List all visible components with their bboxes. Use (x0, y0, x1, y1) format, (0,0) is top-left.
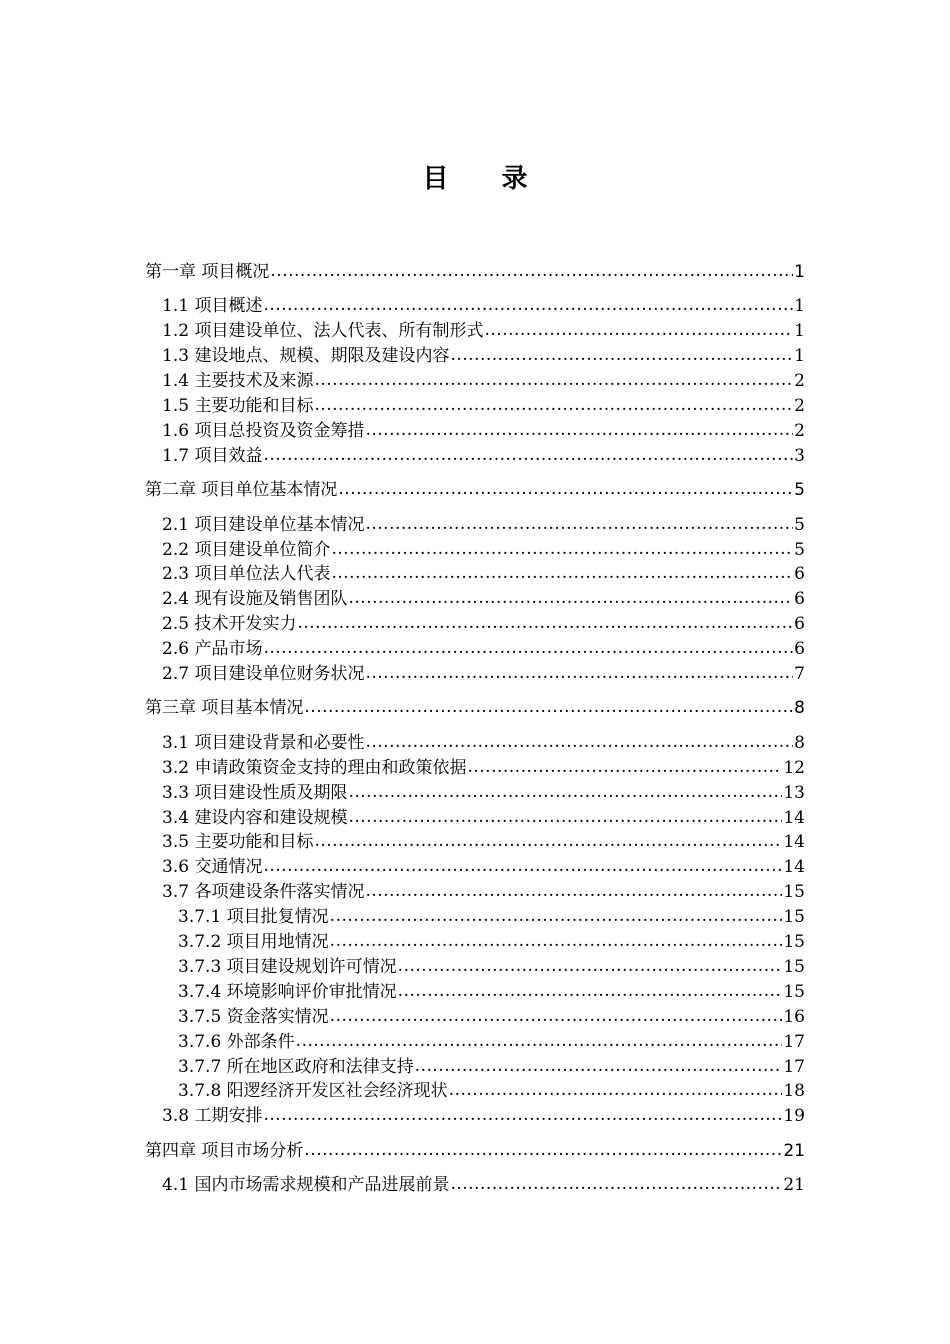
toc-leader-dots (484, 318, 793, 342)
toc-entry-label: 2.5 技术开发实力 (162, 614, 297, 635)
toc-section-entry[interactable] (162, 294, 805, 318)
toc-chapter-entry[interactable] (145, 1139, 805, 1163)
toc-section-entry[interactable] (178, 930, 805, 954)
toc-page-number: 2 (794, 396, 805, 416)
toc-page-number: 5 (794, 514, 805, 535)
toc-leader-dots (365, 879, 782, 903)
toc-leader-dots (365, 661, 793, 685)
toc-entry-label: 第一章 项目概况 (145, 262, 270, 282)
toc-page-number: 3 (794, 445, 805, 466)
toc-section-entry[interactable] (162, 394, 805, 418)
toc-section-entry[interactable] (178, 1079, 805, 1103)
toc-entry-label: 1.6 项目总投资及资金筹措 (162, 420, 365, 441)
toc-entry-label: 第四章 项目市场分析 (145, 1140, 304, 1161)
toc-section-entry[interactable] (162, 444, 805, 468)
toc-page-number: 15 (783, 956, 805, 977)
toc-page-number: 14 (783, 807, 805, 828)
toc-page-number: 1 (794, 296, 805, 317)
toc-section-entry[interactable] (162, 637, 805, 661)
toc-page-number: 15 (783, 882, 805, 903)
toc-section-entry[interactable] (162, 538, 805, 562)
toc-section-entry[interactable] (162, 781, 805, 805)
toc-entry-label: 1.7 项目效益 (162, 445, 263, 466)
toc-page-number: 7 (794, 664, 805, 684)
toc-section-entry[interactable] (162, 1104, 805, 1128)
toc-leader-dots (365, 730, 793, 754)
toc-section-entry[interactable] (162, 612, 805, 636)
toc-entry-label: 3.7.2 项目用地情况 (178, 932, 329, 952)
toc-leader-dots (348, 586, 793, 610)
toc-entry-label: 1.4 主要技术及来源 (162, 371, 314, 392)
toc-entry-label: 3.7.6 外部条件 (178, 1031, 295, 1052)
toc-page-number: 6 (794, 639, 805, 660)
toc-section-entry[interactable] (162, 806, 805, 830)
toc-section-entry[interactable] (162, 830, 805, 854)
toc-entry-label: 1.3 建设地点、规模、期限及建设内容 (162, 346, 450, 367)
toc-entry-label: 2.6 产品市场 (162, 639, 263, 660)
toc-leader-dots (314, 368, 793, 392)
toc-leader-dots (415, 1054, 783, 1078)
toc-page-number: 5 (794, 539, 805, 560)
toc-page-number: 21 (783, 1140, 805, 1161)
toc-entry-label: 4.1 国内市场需求规模和产品进展前景 (162, 1175, 450, 1196)
page-title: 目 录 (422, 164, 550, 194)
toc-leader-dots (365, 512, 793, 536)
toc-leader-dots (450, 343, 793, 367)
toc-section-entry[interactable] (162, 756, 805, 780)
toc-leader-dots (449, 1078, 783, 1102)
toc-page-number: 5 (794, 480, 805, 501)
toc-entry-label: 3.6 交通情况 (162, 857, 263, 878)
toc-leader-dots (330, 904, 783, 928)
toc-leader-dots (348, 780, 782, 804)
toc-entry-label: 3.5 主要功能和目标 (162, 832, 314, 853)
toc-page-number: 15 (783, 932, 805, 952)
toc-page-number: 8 (794, 698, 805, 719)
toc-page-number: 13 (783, 782, 805, 803)
toc-page-number: 17 (783, 1056, 805, 1077)
toc-leader-dots (331, 537, 793, 561)
toc-page-number: 2 (794, 371, 805, 392)
toc-entry-label: 3.2 申请政策资金支持的理由和政策依据 (162, 757, 467, 778)
toc-leader-dots (338, 477, 793, 501)
toc-leader-dots (304, 695, 793, 719)
toc-entry-label: 2.2 项目建设单位简介 (162, 539, 331, 560)
toc-section-entry[interactable] (178, 955, 805, 979)
toc-entry-label: 2.4 现有设施及销售团队 (162, 589, 348, 610)
toc-entry-label: 3.7.1 项目批复情况 (178, 907, 329, 928)
toc-page-number: 21 (783, 1175, 805, 1196)
toc-section-entry[interactable] (162, 1173, 805, 1197)
toc-section-entry[interactable] (178, 905, 805, 929)
toc-section-entry[interactable] (162, 662, 805, 686)
toc-leader-dots (263, 293, 793, 317)
toc-page-number: 14 (783, 832, 805, 853)
toc-leader-dots (348, 805, 782, 829)
toc-entry-label: 第二章 项目单位基本情况 (145, 480, 338, 501)
toc-page-number: 6 (794, 564, 805, 585)
toc-section-entry[interactable] (178, 1005, 805, 1029)
toc-section-entry[interactable] (162, 562, 805, 586)
toc-page-number: 17 (783, 1031, 805, 1052)
toc-entry-label: 1.1 项目概述 (162, 296, 263, 317)
toc-section-entry[interactable] (162, 587, 805, 611)
toc-section-entry[interactable] (178, 1030, 805, 1054)
toc-entry-label: 第三章 项目基本情况 (145, 698, 304, 719)
toc-leader-dots (331, 561, 793, 585)
toc-entry-label: 3.7 各项建设条件落实情况 (162, 882, 365, 903)
toc-page-number: 8 (794, 732, 805, 753)
toc-leader-dots (304, 1138, 782, 1162)
toc-leader-dots (263, 443, 793, 467)
toc-page-number: 12 (783, 757, 805, 778)
toc-leader-dots (398, 979, 783, 1003)
toc-entry-label: 3.7.5 资金落实情况 (178, 1006, 329, 1027)
toc-leader-dots (365, 418, 793, 442)
toc-page-number: 1 (794, 346, 805, 367)
toc-page-number: 2 (794, 420, 805, 441)
toc-leader-dots (450, 1172, 782, 1196)
toc-leader-dots (296, 1029, 783, 1053)
toc-section-entry[interactable] (162, 880, 805, 904)
toc-page-number: 18 (783, 1081, 805, 1102)
toc-entry-label: 1.2 项目建设单位、法人代表、所有制形式 (162, 321, 484, 342)
toc-chapter-entry[interactable] (145, 478, 805, 502)
toc-page-number: 19 (783, 1106, 805, 1127)
toc-section-entry[interactable] (178, 980, 805, 1004)
toc-page-number: 6 (794, 589, 805, 610)
toc-leader-dots (330, 929, 783, 953)
toc-entry-label: 3.8 工期安排 (162, 1106, 263, 1127)
toc-chapter-entry[interactable] (145, 696, 805, 720)
toc-entry-label: 3.4 建设内容和建设规模 (162, 807, 348, 828)
toc-page-number: 6 (794, 614, 805, 635)
toc-entry-label: 3.1 项目建设背景和必要性 (162, 732, 365, 753)
toc-entry-label: 2.7 项目建设单位财务状况 (162, 664, 365, 684)
toc-leader-dots (263, 854, 782, 878)
toc-page-number: 15 (783, 981, 805, 1002)
toc-chapter-entry[interactable] (145, 260, 805, 284)
toc-page-number: 1 (794, 321, 805, 342)
toc-leader-dots (270, 259, 793, 283)
toc-entry-label: 1.5 主要功能和目标 (162, 396, 314, 416)
toc-entry-label: 3.7.8 阳逻经济开发区社会经济现状 (178, 1081, 448, 1102)
toc-entry-label: 2.3 项目单位法人代表 (162, 564, 331, 585)
toc-section-entry[interactable] (162, 513, 805, 537)
toc-section-entry[interactable] (162, 319, 805, 343)
toc-page-number: 1 (794, 262, 805, 282)
toc-section-entry[interactable] (162, 419, 805, 443)
toc-leader-dots (314, 393, 793, 417)
toc-leader-dots (263, 636, 793, 660)
toc-page-number: 15 (783, 907, 805, 928)
toc-section-entry[interactable] (178, 1055, 805, 1079)
toc-section-entry[interactable] (162, 731, 805, 755)
toc-entry-label: 3.7.3 项目建设规划许可情况 (178, 956, 397, 977)
toc-leader-dots (263, 1103, 782, 1127)
toc-leader-dots (297, 611, 793, 635)
toc-leader-dots (314, 829, 782, 853)
toc-section-entry[interactable] (162, 344, 805, 368)
toc-entry-label: 3.7.7 所在地区政府和法律支持 (178, 1056, 414, 1077)
toc-leader-dots (398, 954, 783, 978)
toc-entry-label: 2.1 项目建设单位基本情况 (162, 514, 365, 535)
toc-section-entry[interactable] (162, 855, 805, 879)
toc-page-number: 14 (783, 857, 805, 878)
toc-entry-label: 3.3 项目建设性质及期限 (162, 782, 348, 803)
toc-leader-dots (330, 1004, 783, 1028)
toc-leader-dots (467, 755, 782, 779)
toc-entry-label: 3.7.4 环境影响评价审批情况 (178, 981, 397, 1002)
toc-page-number: 16 (783, 1006, 805, 1027)
toc-section-entry[interactable] (162, 369, 805, 393)
